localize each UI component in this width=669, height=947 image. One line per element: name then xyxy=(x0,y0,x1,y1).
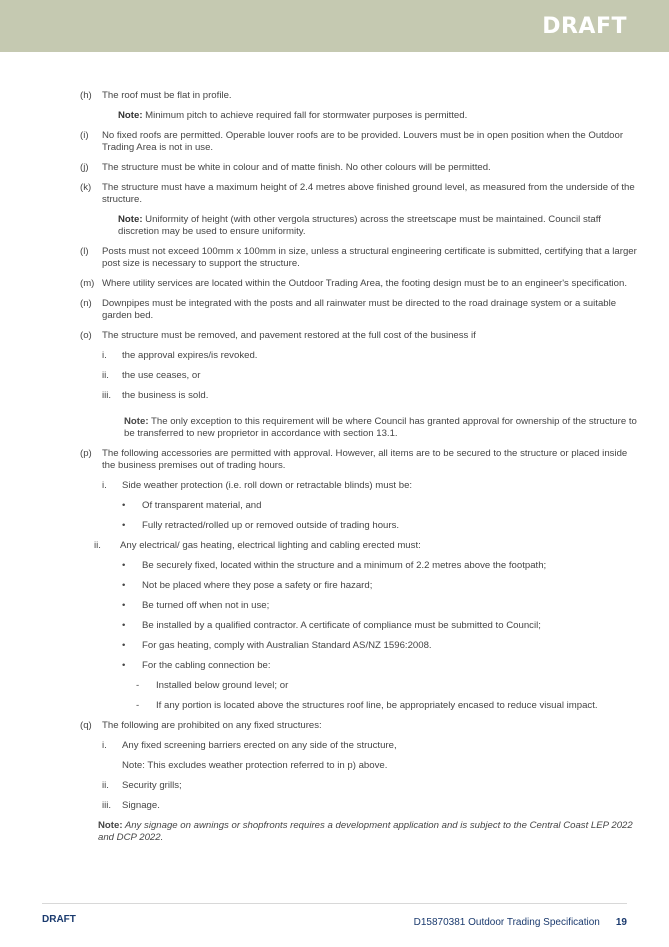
bullet-text: Not be placed where they pose a safety or fire hazard; xyxy=(142,580,373,591)
clause-text: The roof must be flat in profile. xyxy=(102,90,232,101)
note-text: Any signage on awnings or shopfronts requires a development application and is subject to the Central Coast LEP 2022 and DCP 2022. xyxy=(98,820,633,843)
sub-text: the use ceases, or xyxy=(122,370,201,381)
sub-text: Security grills; xyxy=(122,780,182,791)
dash-icon: - xyxy=(136,700,140,711)
sub-text: Any fixed screening barriers erected on any side of the structure, xyxy=(122,740,397,751)
sub-text: the business is sold. xyxy=(122,390,209,401)
clause-text: The structure must have a maximum height of 2.4 metres above finished ground level, as measured from the underside of the structure. xyxy=(102,182,635,205)
dash-text: If any portion is located above the structures roof line, be appropriately encased to reduce visual impact. xyxy=(156,700,598,711)
dash-text: Installed below ground level; or xyxy=(156,680,289,691)
clause-text: Posts must not exceed 100mm x 100mm in size, unless a structural engineering certificate is submitted, certifying that a larger post size is necessary to support the structure. xyxy=(102,246,637,269)
footer-doc-info xyxy=(414,917,627,928)
clause-text: No fixed roofs are permitted. Operable louver roofs are to be provided. Louvers must be in open position when the Outdoor Trading Area is not in use. xyxy=(102,130,624,153)
sub-label: ii. xyxy=(102,370,109,381)
clause-text: The structure must be removed, and pavement restored at the full cost of the business if xyxy=(102,330,476,341)
sub-label: ii. xyxy=(94,540,101,551)
sub-text: Any electrical/ gas heating, electrical lighting and cabling erected must: xyxy=(120,540,421,551)
note-text: The only exception to this requirement will be where Council has granted approval for ownership of the structure to be transferred to new proprietor in accordance with section 13.1. xyxy=(124,416,637,439)
clause-i xyxy=(80,130,640,154)
clause-o-sub-iii xyxy=(80,390,640,402)
bullet-item xyxy=(80,580,640,592)
clause-label: (o) xyxy=(80,330,92,341)
note-o xyxy=(80,416,640,440)
clause-label: (k) xyxy=(80,182,92,193)
note-label: Note: xyxy=(118,214,143,225)
footer-divider xyxy=(42,903,627,904)
sub-label: ii. xyxy=(102,780,109,791)
bullet-icon: • xyxy=(122,620,126,631)
document-body xyxy=(80,90,640,844)
clause-text: The following are prohibited on any fixed structures: xyxy=(102,720,322,731)
draft-banner xyxy=(0,0,669,52)
note-label: Note: xyxy=(124,416,149,427)
sub-label: i. xyxy=(102,740,107,751)
sub-label: i. xyxy=(102,480,107,491)
dash-icon: - xyxy=(136,680,140,691)
note-k xyxy=(80,214,640,238)
clause-p-sub-i xyxy=(80,480,640,492)
clause-m xyxy=(80,278,640,290)
bullet-icon: • xyxy=(122,640,126,651)
footer-doc-title: D15870381 Outdoor Trading Specification xyxy=(413,917,600,928)
clause-h xyxy=(80,90,640,102)
clause-n xyxy=(80,298,640,322)
clause-o-sub-i xyxy=(80,350,640,362)
bullet-text: Of transparent material, and xyxy=(142,500,262,511)
note-label: Note: xyxy=(118,110,143,121)
bullet-item xyxy=(80,620,640,632)
bullet-item xyxy=(80,520,640,532)
page-number: 19 xyxy=(615,917,627,928)
clause-q xyxy=(80,720,640,732)
clause-q-sub-iii xyxy=(80,800,640,812)
clause-label: (j) xyxy=(80,162,89,173)
clause-label: (l) xyxy=(80,246,89,257)
sub-label: i. xyxy=(102,350,107,361)
sub-text: Signage. xyxy=(122,800,160,811)
bullet-text: Be turned off when not in use; xyxy=(142,600,270,611)
bullet-text: Be securely fixed, located within the structure and a minimum of 2.2 metres above the footpath; xyxy=(142,560,547,571)
bullet-text: Fully retracted/rolled up or removed outside of trading hours. xyxy=(142,520,400,531)
clause-l xyxy=(80,246,640,270)
bullet-icon: • xyxy=(122,520,126,531)
bullet-text: For the cabling connection be: xyxy=(142,660,271,671)
clause-label: (i) xyxy=(80,130,89,141)
bullet-icon: • xyxy=(122,500,126,511)
clause-o xyxy=(80,330,640,342)
bullet-icon: • xyxy=(122,560,126,571)
bullet-item xyxy=(80,640,640,652)
sub-label: iii. xyxy=(102,390,112,401)
footer-draft-label: DRAFT xyxy=(42,914,76,925)
dash-item xyxy=(80,700,640,712)
clause-label: (q) xyxy=(80,720,92,731)
clause-text: The structure must be white in colour and of matte finish. No other colours will be permitted. xyxy=(102,162,491,173)
bullet-item xyxy=(80,660,640,672)
note-text: Note: This excludes weather protection referred to in p) above. xyxy=(122,760,388,771)
clause-label: (h) xyxy=(80,90,92,101)
clause-label: (p) xyxy=(80,448,92,459)
note-q-i xyxy=(80,760,640,772)
bullet-item xyxy=(80,560,640,572)
clause-text: Downpipes must be integrated with the posts and all rainwater must be directed to the road drainage system or a suitable garden bed. xyxy=(102,298,617,321)
sub-text: the approval expires/is revoked. xyxy=(122,350,258,361)
clause-q-sub-i xyxy=(80,740,640,752)
clause-q-sub-ii xyxy=(80,780,640,792)
clause-label: (n) xyxy=(80,298,92,309)
clause-p-sub-ii xyxy=(80,540,640,552)
bullet-icon: • xyxy=(122,580,126,591)
sub-label: iii. xyxy=(102,800,112,811)
bullet-text: Be installed by a qualified contractor. A certificate of compliance must be submitted to Council; xyxy=(142,620,541,631)
draft-banner-text: DRAFT xyxy=(542,14,627,39)
clause-o-sub-ii xyxy=(80,370,640,382)
note-text: Uniformity of height (with other vergola structures) across the streetscape must be maintained. Council staff discretion may be used to ensure uniformity. xyxy=(118,214,601,237)
clause-text: The following accessories are permitted with approval. However, all items are to be secured to the structure or placed inside the business premises out of trading hours. xyxy=(102,448,628,471)
bullet-icon: • xyxy=(122,660,126,671)
clause-p xyxy=(80,448,640,472)
note-text: Minimum pitch to achieve required fall for stormwater purposes is permitted. xyxy=(142,110,468,121)
dash-item xyxy=(80,680,640,692)
sub-text: Side weather protection (i.e. roll down or retractable blinds) must be: xyxy=(122,480,413,491)
clause-label: (m) xyxy=(80,278,95,289)
note-label: Note: xyxy=(98,820,123,831)
bullet-text: For gas heating, comply with Australian Standard AS/NZ 1596:2008. xyxy=(142,640,432,651)
bullet-item xyxy=(80,500,640,512)
clause-text: Where utility services are located within the Outdoor Trading Area, the footing design must be to an engineer's specification. xyxy=(102,278,627,289)
clause-k xyxy=(80,182,640,206)
bullet-icon: • xyxy=(122,600,126,611)
bullet-item xyxy=(80,600,640,612)
note-q xyxy=(80,820,640,844)
clause-j xyxy=(80,162,640,174)
note-h xyxy=(80,110,640,122)
